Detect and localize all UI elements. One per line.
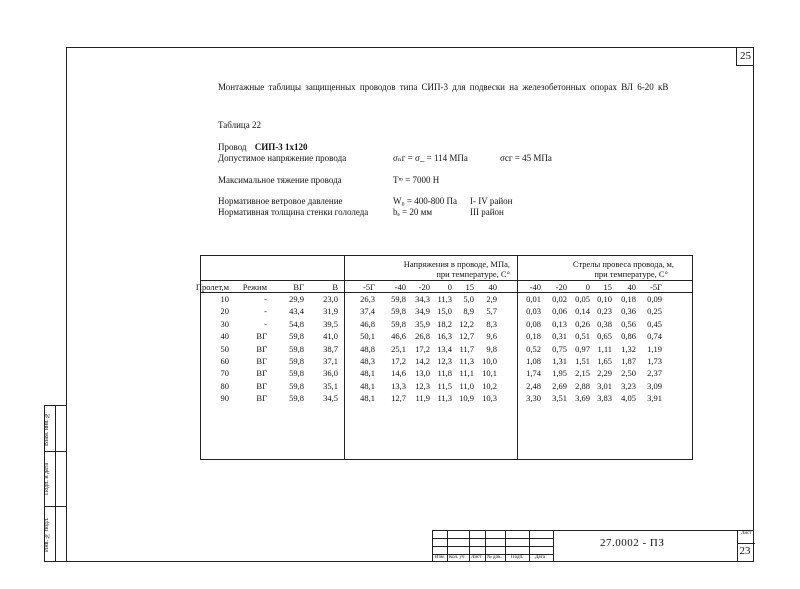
stress-caption-line2: при температуре, С° [436, 269, 510, 279]
table-cell: 0,74 [647, 331, 662, 342]
table-cell: 14,2 [415, 356, 430, 366]
allowed-stress-label: Допустимое напряжение провода [218, 153, 347, 163]
table-cell: 8,3 [486, 318, 497, 329]
table-cell: 0,51 [575, 331, 590, 342]
table-cell: 48,8 [360, 343, 375, 354]
table-cell: ВГ [256, 393, 267, 404]
table-cell: 60 [220, 356, 229, 366]
table-cell: 0,97 [575, 343, 590, 354]
table-cell: 0,56 [621, 318, 636, 329]
table-cell: 11,9 [415, 393, 430, 404]
table-cell: 1,95 [552, 368, 567, 379]
table-cell: 25,1 [391, 343, 406, 354]
stress-caption-line1: Напряжения в проводе, МПа, [403, 259, 510, 269]
table-cell: 2,48 [526, 380, 541, 391]
column-header: -40 [394, 282, 406, 292]
avg-stress-value: σсг = 45 МПа [500, 153, 552, 163]
document-code: 27.0002 - ПЗ [600, 537, 665, 549]
title-block-col [505, 531, 506, 562]
table-cell: 12,3 [415, 380, 430, 391]
table-cell: 35,1 [323, 380, 338, 391]
table-cell: 18,2 [437, 318, 452, 329]
wire-label: Провод [218, 142, 247, 152]
sheet-label: Лист [741, 531, 752, 536]
table-cell: 26,8 [415, 331, 430, 342]
table-cell: 39,5 [323, 318, 338, 329]
table-cell: 48,1 [360, 380, 375, 391]
table-cell: 1,87 [621, 356, 636, 366]
table-cell: 13,4 [437, 343, 452, 354]
table-cell: 11,3 [437, 294, 452, 304]
table-cell: 0,09 [647, 294, 662, 304]
table-cell: 29,9 [289, 294, 304, 304]
table-cell: 0,65 [597, 331, 612, 342]
table-cell: 1,31 [552, 356, 567, 366]
table-cell: 15,0 [437, 306, 452, 317]
table-separator-left [344, 256, 345, 459]
mounting-table [195, 255, 693, 460]
table-cell: 2,50 [621, 368, 636, 379]
sag-caption-line2: при температуре, С° [594, 269, 668, 279]
table-cell: 0,86 [621, 331, 636, 342]
side-stamp-row-divider [45, 451, 66, 452]
table-cell: 0,14 [575, 306, 590, 317]
table-cell: 3,09 [647, 380, 662, 391]
table-cell: 46,6 [391, 331, 406, 342]
wind-value: W₀ = 400-800 Па [393, 196, 457, 206]
table-cell: 3,51 [552, 393, 567, 404]
table-cell: 48,3 [360, 356, 375, 366]
table-cell: 2,9 [486, 294, 497, 304]
table-cell: 59,8 [391, 318, 406, 329]
table-cell: 59,8 [289, 343, 304, 354]
stamp-label-izm: Изм. [435, 555, 445, 560]
table-cell: ВГ [256, 331, 267, 342]
table-cell: 11,3 [437, 393, 452, 404]
top-page-number: 25 [736, 47, 754, 66]
table-cell: 26,3 [360, 294, 375, 304]
table-cell: 14,6 [391, 368, 406, 379]
table-cell: 0,31 [552, 331, 567, 342]
table-cell: 3,23 [621, 380, 636, 391]
title-block-row [433, 538, 553, 539]
stamp-label-doc: № док. [487, 555, 502, 560]
table-cell: 90 [220, 393, 229, 404]
table-cell: 3,83 [597, 393, 612, 404]
table-cell: 59,8 [289, 356, 304, 366]
column-header: -5Г [363, 282, 375, 292]
table-cell: 10,9 [459, 393, 474, 404]
title-block-col [469, 531, 470, 562]
table-cell: 5,0 [463, 294, 474, 304]
table-cell: 43,4 [289, 306, 304, 317]
stamp-label-list: Лист [471, 555, 482, 560]
table-cell: 2,69 [552, 380, 567, 391]
table-cell: 37,1 [323, 356, 338, 366]
sign-date-label: Подп. и дата [44, 462, 50, 496]
table-cell: 0,08 [526, 318, 541, 329]
table-cell: 10,0 [482, 356, 497, 366]
table-cell: 0,23 [597, 306, 612, 317]
table-cell: 1,74 [526, 368, 541, 379]
table-cell: 11,1 [459, 368, 474, 379]
table-cell: 59,8 [289, 380, 304, 391]
title-block [432, 530, 754, 562]
sag-caption-line1: Стрелы провеса провода, м, [572, 259, 674, 269]
ice-label: Нормативная толщина стенки гололеда [218, 207, 369, 217]
table-cell: 35,9 [415, 318, 430, 329]
table-cell: 2,29 [597, 368, 612, 379]
table-cell: 2,37 [647, 368, 662, 379]
column-header: Пролет,м [195, 282, 229, 292]
table-cell: ВГ [256, 356, 267, 366]
column-header: 40 [627, 282, 636, 292]
table-cell: 13,0 [415, 368, 430, 379]
table-cell: 0,01 [526, 294, 541, 304]
table-cell: 48,1 [360, 368, 375, 379]
table-cell: 31,9 [323, 306, 338, 317]
table-cell: 3,69 [575, 393, 590, 404]
stamp-label-kol: Кол. уч [449, 555, 465, 560]
title-block-row [737, 543, 755, 544]
table-cell: 23,0 [323, 294, 338, 304]
table-cell: 20 [220, 306, 229, 317]
table-cell: 17,2 [391, 356, 406, 366]
table-cell: - [264, 318, 267, 329]
table-cell: - [264, 306, 267, 317]
stamp-label-date: Дата [535, 555, 545, 560]
table-cell: 3,30 [526, 393, 541, 404]
side-stamp [44, 405, 66, 562]
table-cell: 12,2 [459, 318, 474, 329]
title-block-col [485, 531, 486, 562]
table-cell: 12,7 [459, 331, 474, 342]
table-cell: 16,3 [437, 331, 452, 342]
column-header: -5Г [650, 282, 662, 292]
column-header: В [332, 282, 338, 292]
max-tension-value: Тᵐ = 7000 Н [393, 175, 440, 185]
table-cell: 1,73 [647, 356, 662, 366]
table-separator-right [517, 256, 518, 459]
table-cell: 40 [220, 331, 229, 342]
table-cell: 0,25 [647, 306, 662, 317]
title-block-col [553, 531, 554, 562]
table-cell: 0,18 [526, 331, 541, 342]
table-cell: 12,3 [437, 356, 452, 366]
table-header-divider [201, 280, 692, 281]
table-cell: 80 [220, 380, 229, 391]
table-cell: 5,7 [486, 306, 497, 317]
table-cell: 10,3 [482, 393, 497, 404]
table-cell: 10 [220, 294, 229, 304]
column-header: ВГ [293, 282, 304, 292]
table-cell: 9,8 [486, 343, 497, 354]
column-header: 40 [488, 282, 497, 292]
table-cell: 0,13 [552, 318, 567, 329]
table-cell: 0,38 [597, 318, 612, 329]
table-cell: 59,8 [289, 393, 304, 404]
table-cell: 46,8 [360, 318, 375, 329]
column-header: -20 [555, 282, 567, 292]
max-tension-label: Максимальное тяжение провода [218, 175, 342, 185]
table-cell: 38,7 [323, 343, 338, 354]
table-cell: 12,7 [391, 393, 406, 404]
table-cell: 30 [220, 318, 229, 329]
table-cell: 1,32 [621, 343, 636, 354]
table-cell: 2,15 [575, 368, 590, 379]
table-cell: 70 [220, 368, 229, 379]
sheet-number: 23 [739, 545, 751, 557]
column-header: 0 [585, 282, 590, 292]
table-cell: 9,6 [486, 331, 497, 342]
table-header-bottom [201, 292, 692, 293]
table-cell: 1,65 [597, 356, 612, 366]
title-block-col [529, 531, 530, 562]
table-cell: 1,19 [647, 343, 662, 354]
table-cell: 41,0 [323, 331, 338, 342]
allowed-stress-value: σₙг = σ_ = 114 МПа [393, 153, 468, 163]
column-header: -40 [529, 282, 541, 292]
table-cell: 11,5 [437, 380, 452, 391]
table-cell: 48,1 [360, 393, 375, 404]
column-header: 15 [603, 282, 612, 292]
column-header: 0 [447, 282, 452, 292]
column-header: -20 [418, 282, 430, 292]
table-cell: 50,1 [360, 331, 375, 342]
table-cell: 50 [220, 343, 229, 354]
table-cell: ВГ [256, 368, 267, 379]
orig-inv-label: Инв. № подл. [44, 517, 50, 552]
table-cell: 0,03 [526, 306, 541, 317]
table-cell: 10,1 [482, 368, 497, 379]
table-cell: ВГ [256, 343, 267, 354]
stamp-label-sign: Подп. [511, 555, 524, 560]
table-cell: 11,7 [459, 343, 474, 354]
table-cell: 59,8 [289, 331, 304, 342]
table-cell: 0,02 [552, 294, 567, 304]
ice-region: III район [470, 207, 504, 217]
table-number: Таблица 22 [218, 120, 261, 130]
table-cell: 11,3 [459, 356, 474, 366]
document-heading: Монтажные таблицы защищенных проводов типа СИП-3 для подвески на железобетонных опорах ВЛ 6-20 кВ [218, 82, 669, 92]
table-cell: 0,10 [597, 294, 612, 304]
table-cell: 3,01 [597, 380, 612, 391]
table-cell: 0,52 [526, 343, 541, 354]
table-cell: 34,3 [415, 294, 430, 304]
wire-type: СИП-3 1х120 [254, 142, 308, 152]
title-block-row [433, 546, 553, 547]
table-cell: 59,8 [289, 368, 304, 379]
table-cell: 4,05 [621, 393, 636, 404]
replace-inv-label: Взам. инв. № [44, 411, 50, 447]
table-cell: 10,2 [482, 380, 497, 391]
table-cell: ВГ [256, 380, 267, 391]
table-cell: 0,36 [621, 306, 636, 317]
column-header: 15 [465, 282, 474, 292]
table-cell: - [264, 294, 267, 304]
table-cell: 1,08 [526, 356, 541, 366]
table-cell: 3,91 [647, 393, 662, 404]
wind-label: Нормативное ветровое давление [218, 196, 343, 206]
wind-region: I- IV район [470, 196, 513, 206]
table-cell: 54,8 [289, 318, 304, 329]
table-cell: 0,45 [647, 318, 662, 329]
table-cell: 1,51 [575, 356, 590, 366]
column-header: Режим [242, 282, 267, 292]
table-cell: 8,9 [463, 306, 474, 317]
table-cell: 0,05 [575, 294, 590, 304]
table-cell: 1,11 [597, 343, 612, 354]
table-cell: 0,26 [575, 318, 590, 329]
table-cell: 0,75 [552, 343, 567, 354]
table-cell: 37,4 [360, 306, 375, 317]
table-cell: 11,8 [437, 368, 452, 379]
table-cell: 34,5 [323, 393, 338, 404]
table-cell: 13,3 [391, 380, 406, 391]
table-cell: 59,8 [391, 294, 406, 304]
ice-value: bₑ = 20 мм [393, 207, 433, 217]
table-cell: 2,88 [575, 380, 590, 391]
table-cell: 59,8 [391, 306, 406, 317]
table-cell: 11,0 [459, 380, 474, 391]
table-cell: 17,2 [415, 343, 430, 354]
table-cell: 34,9 [415, 306, 430, 317]
side-stamp-row-divider [45, 506, 66, 507]
table-cell: 0,06 [552, 306, 567, 317]
title-block-col [447, 531, 448, 562]
table-cell: 0,18 [621, 294, 636, 304]
table-cell: 36,0 [323, 368, 338, 379]
